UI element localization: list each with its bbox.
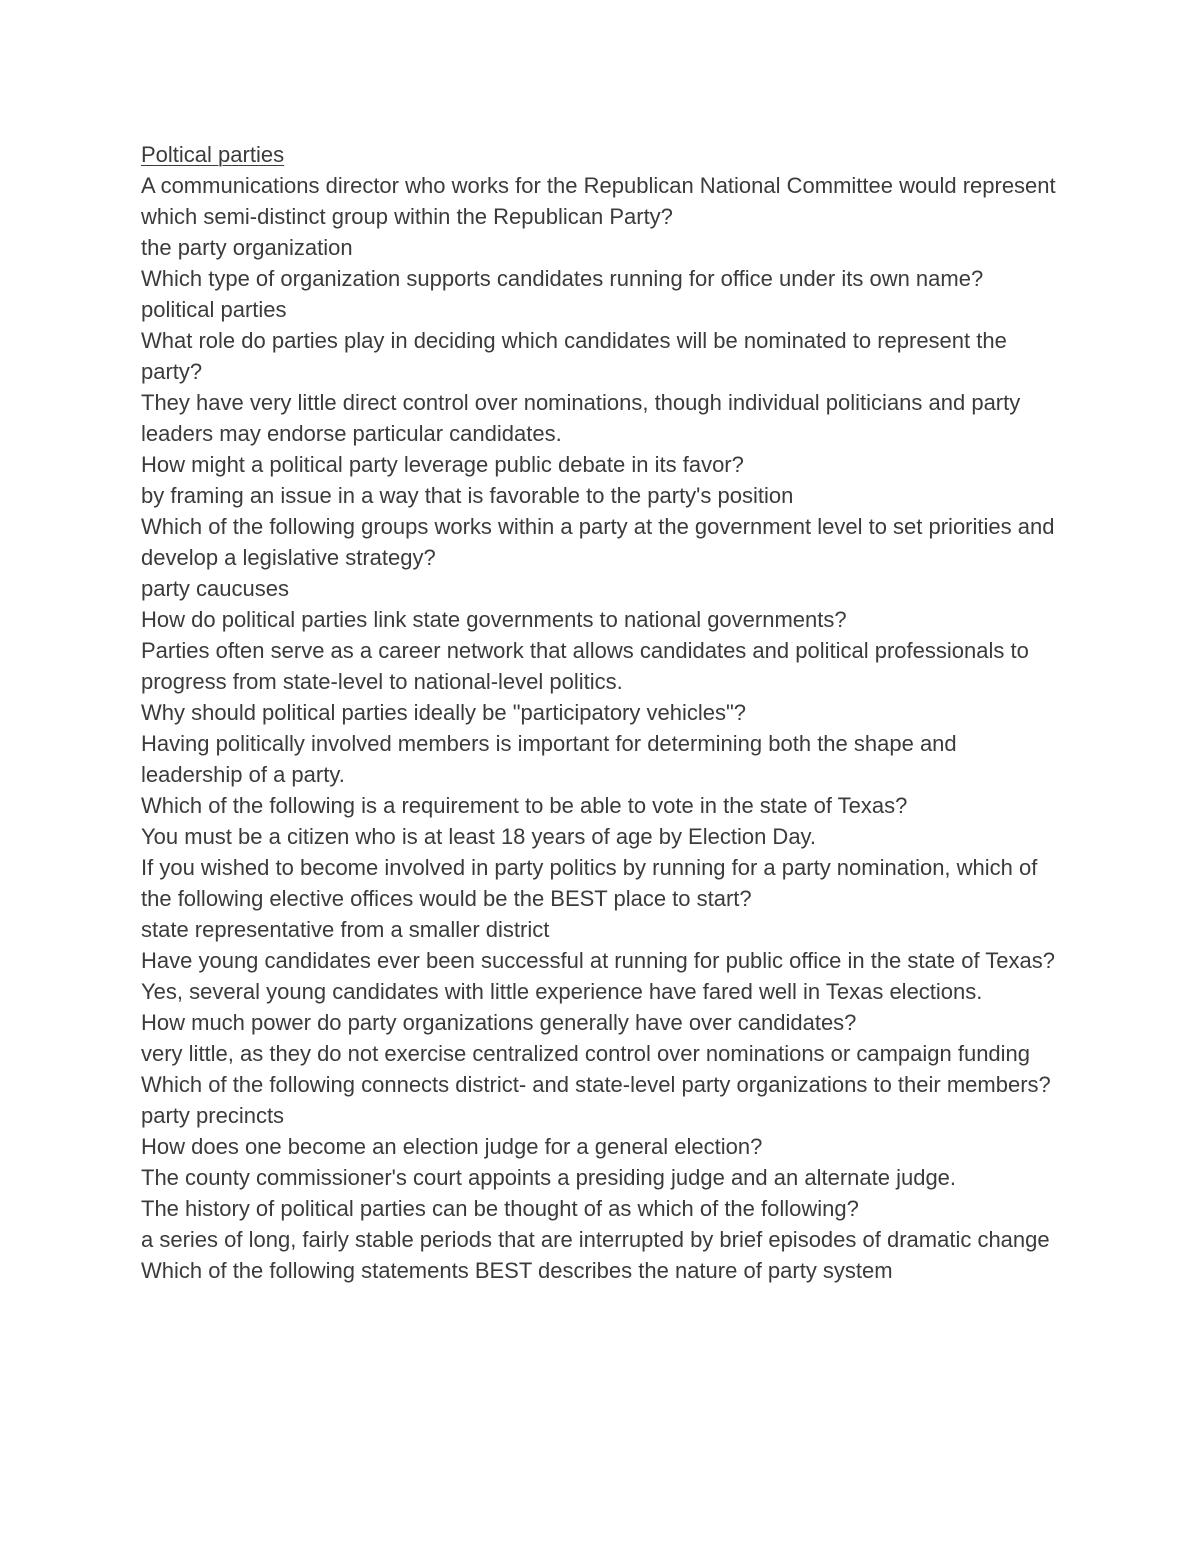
question-line: Why should political parties ideally be "participatory vehicles"? [141, 700, 747, 725]
answer-line: The county commissioner's court appoints a presiding judge and an alternate judge. [141, 1165, 957, 1190]
question-line: If you wished to become involved in party politics by running for a party nomination, which of the following elective offices would be the BEST place to start? [141, 855, 1038, 911]
question-line: How do political parties link state governments to national governments? [141, 607, 847, 632]
question-line: Which of the following connects district- and state-level party organizations to their members? [141, 1072, 1051, 1097]
answer-line: You must be a citizen who is at least 18 years of age by Election Day. [141, 824, 817, 849]
answer-line: political parties [141, 297, 287, 322]
document-body [141, 139, 1061, 1286]
answer-line: state representative from a smaller district [141, 917, 550, 942]
answer-line: a series of long, fairly stable periods that are interrupted by brief episodes of dramatic change [141, 1227, 1050, 1252]
question-line: Which type of organization supports candidates running for office under its own name? [141, 266, 984, 291]
answer-line: Parties often serve as a career network that allows candidates and political professionals to progress from state-level to national-level politics. [141, 638, 1029, 694]
answer-line: Yes, several young candidates with little experience have fared well in Texas elections. [141, 979, 983, 1004]
question-line: Have young candidates ever been successful at running for public office in the state of Texas? [141, 948, 1055, 973]
question-line: How might a political party leverage public debate in its favor? [141, 452, 744, 477]
answer-line: party caucuses [141, 576, 289, 601]
document-title: Poltical parties [141, 142, 285, 167]
question-line: A communications director who works for the Republican National Committee would represent which semi-distinct group within the Republican Party? [141, 173, 1056, 229]
answer-line: They have very little direct control over nominations, though individual politicians and party leaders may endorse particular candidates. [141, 390, 1021, 446]
question-line: How much power do party organizations generally have over candidates? [141, 1010, 857, 1035]
answer-line: by framing an issue in a way that is favorable to the party's position [141, 483, 794, 508]
question-line: The history of political parties can be thought of as which of the following? [141, 1196, 859, 1221]
question-line: Which of the following groups works within a party at the government level to set priorities and develop a legislative strategy? [141, 514, 1055, 570]
answer-line: party precincts [141, 1103, 285, 1128]
question-line: How does one become an election judge for a general election? [141, 1134, 763, 1159]
question-line: Which of the following statements BEST describes the nature of party system [141, 1258, 893, 1283]
answer-line: very little, as they do not exercise centralized control over nominations or campaign funding [141, 1041, 1031, 1066]
answer-line: Having politically involved members is important for determining both the shape and leadership of a party. [141, 731, 957, 787]
question-line: Which of the following is a requirement to be able to vote in the state of Texas? [141, 793, 908, 818]
question-line: What role do parties play in deciding which candidates will be nominated to represent the party? [141, 328, 1007, 384]
answer-line: the party organization [141, 235, 353, 260]
